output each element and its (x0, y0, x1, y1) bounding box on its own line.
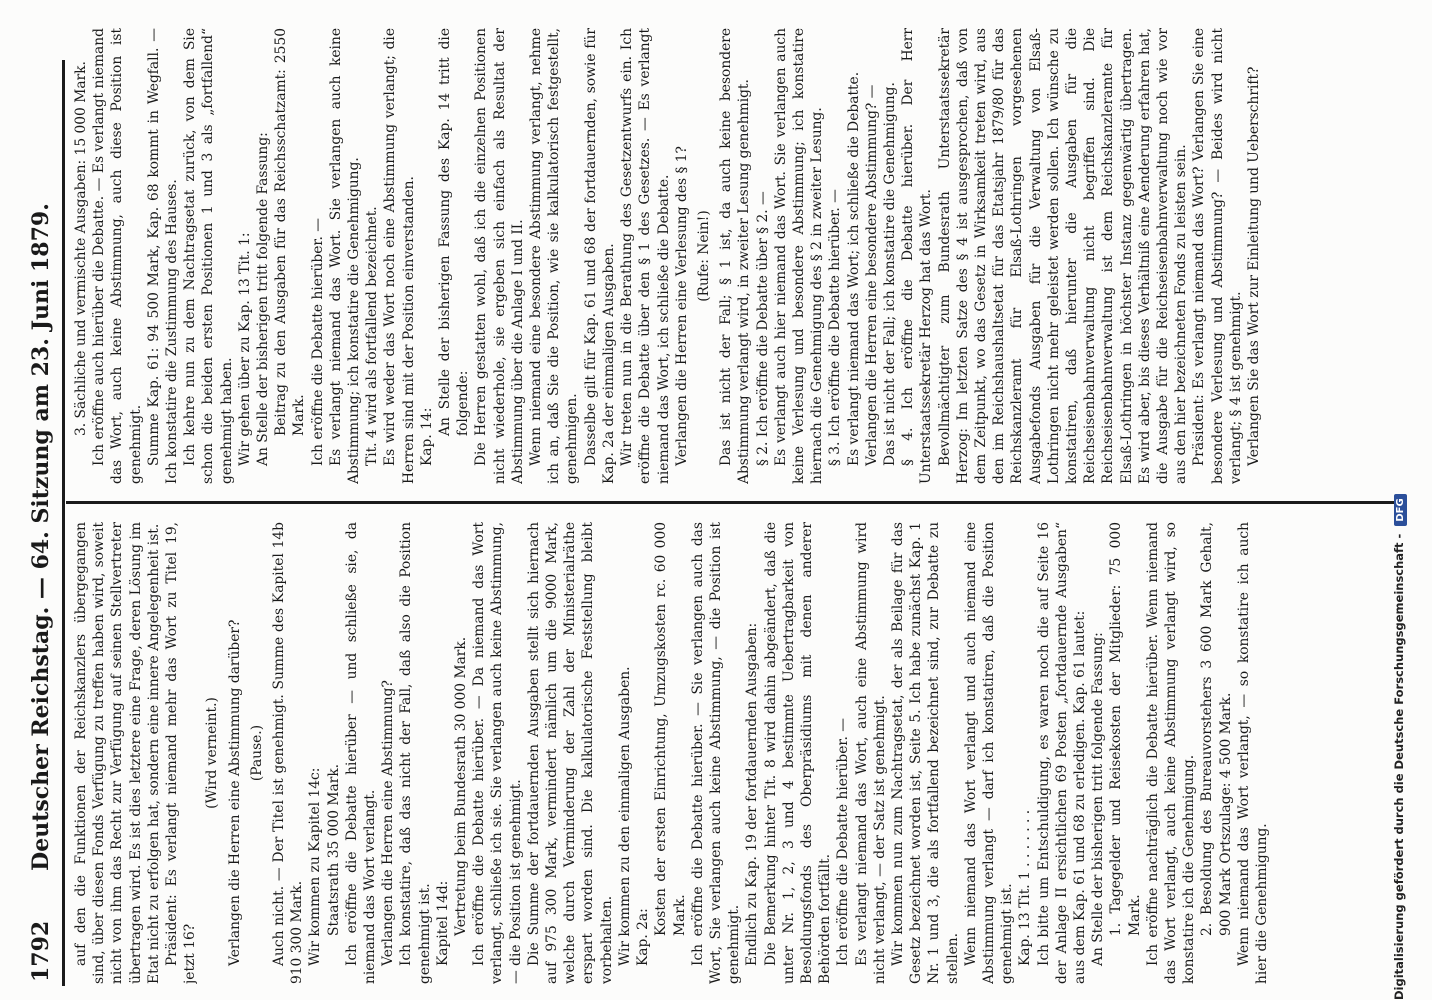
credit-text: Digitalisierung gefördert durch die Deutsche Forschungsgemeinschaft - (1392, 533, 1406, 1000)
paragraph: Tit. 4 wird als fortfallend bezeichnet. (364, 206, 381, 466)
paragraph: Das ist nicht der Fall; § 1 ist, da auch keine besondere Abstimmung verlangt wird, in zweiter Lesung genehmigt. (718, 28, 753, 484)
paragraph: An Stelle der bisherigen tritt folgende Fassung: (255, 132, 272, 466)
page-header (28, 92, 62, 982)
paragraph: Wir kommen zu den einmaligen Ausgaben. (616, 666, 633, 966)
paragraph: Beitrag zu den Ausgaben für das Reichsschatzamt: 2550 Mark. (273, 28, 308, 436)
paragraph: Verlangen Sie das Wort zur Einleitung und Ueberschrift? (1246, 66, 1262, 466)
paragraph: Vertretung beim Bundesrath 30 000 Mark. (453, 636, 470, 936)
paragraph: Wenn niemand das Wort verlangt und auch niemand eine Abstimmung verlangt — darf ich konstatiren, daß die Position genehmigt ist. (962, 522, 1016, 984)
paragraph: Wir kommen nun zum Nachtragsetat, der als Beilage für das Gesetz bezeichnet worden ist, Seite 5. Ich habe zunächst Kap. 1 Nr. 1 und 3, die als fortfallend bezeichnet sind, zur Debatte zu stellen. (889, 522, 961, 984)
remark-line: (Wird verneint.) (204, 697, 221, 809)
paragraph: Ich konstatire, daß das nicht der Fall, daß also die Position genehmigt ist. (398, 522, 433, 984)
paragraph: Ich eröffne die Debatte hierüber. — Da niemand das Wort verlangt, schließe ich sie. Sie verlangen auch keine Abstimmung, — die Position ist genehmigt. (471, 522, 524, 984)
paragraph: Verlangen die Herren eine Abstimmung darüber? (226, 619, 243, 966)
paragraph: Es verlangt niemand das Wort. Sie verlangen auch keine Abstimmung; ich konstatire die Genehmigung. (327, 28, 363, 484)
paragraph: Ich eröffne die Debatte hierüber. — Sie verlangen auch das Wort, Sie verlangen auch keine Abstimmung, — die Position ist genehmigt. (689, 522, 743, 984)
right-column (72, 28, 1410, 484)
paragraph: An Stelle der bisherigen Fassung des Kap. 14 tritt die folgende: (437, 28, 472, 436)
paragraph: Es verlangt auch hier niemand das Wort. Sie verlangen auch keine Verlesung und besondere Abstimmung; ich konstatire hiernach die Genehmigung des § 2 in zweiter Lesung. (772, 28, 826, 484)
paragraph: Staatsrath 35 000 Mark. (325, 763, 342, 936)
paragraph: Wir treten nun in die Berathung des Gesetzentwurfs ein. Ich eröffne die Debatte über den § 1 des Gesetzes. — Es verlangt niemand das Wort, ich schließe die Debatte. (619, 28, 672, 484)
paragraph: Ich bitte um Entschuldigung, es waren noch die auf Seite 16 der Anlage II ersichtlichen 69 Posten „fortdauernde Ausgaben“ aus dem Kap. 61 und 68 zu erledigen. Kap. 61 lautet: (1035, 522, 1088, 984)
paragraph: Auch nicht. — Der Titel ist genehmigt. Summe des Kapitel 14b 910 300 Mark. (271, 522, 306, 984)
paragraph: Ich kehre nun zu dem Nachtragsetat zurück, von dem Sie schon die beiden ersten Positionen 1 und 3 als „fortfallend“ genehmigt haben. (182, 28, 235, 484)
column-separator (66, 501, 1404, 504)
paragraph: Endlich zu Kap. 19 der fortdauernden Ausgaben: (744, 622, 761, 966)
paragraph: Kap. 14: (418, 407, 435, 466)
paragraph: auf den die Funktionen der Reichskanzlers übergegangen sind, über diesen Fonds Verfügung zu treffen haben wird, soweit nicht von ihm das Recht zur Verfügung auf seinen Stellvertreter übertragen wird. Es ist dies letztere eine Frage, deren Lösung im Etat nicht zu erfolgen hat, sondern eine innere Angelegenheit ist. (73, 522, 162, 984)
paragraph: Ich eröffne auch hierüber die Debatte. — Es verlangt niemand das Wort, auch keine Abstimmung, auch diese Position ist genehmigt. (91, 28, 144, 484)
paragraph: Summe Kap. 61: 94 500 Mark, Kap. 68 kommt in Wegfall. — Ich konstatire die Zustimmung des Hauses. (145, 28, 181, 484)
paragraph: 2. Besoldung des Bureauvorstehers 3 600 Mark Gehalt, 900 Mark Ortszulage: 4 500 Mark. (1199, 522, 1234, 936)
paragraph: Verlangen die Herren eine besondere Abstimmung? — (863, 84, 880, 466)
paragraph: Wir kommen zu Kapitel 14c: (307, 767, 324, 966)
paragraph: § 2. Ich eröffne die Debatte über § 2. — (754, 191, 771, 466)
paragraph: Wenn niemand eine besondere Abstimmung verlangt, nehme ich an, daß Sie die Position, wie sie kalkulatorisch festgestellt, genehmigen. (528, 28, 581, 484)
paragraph: Kap. 2a: (635, 908, 652, 966)
paragraph: An Stelle der bisherigen tritt folgende Fassung: (1090, 632, 1107, 966)
paragraph: Verlangen die Herren eine Abstimmung? (380, 680, 397, 966)
paragraph: 1. Tagegelder und Reisekosten der Mitglieder: 75 000 Mark. (1108, 522, 1143, 936)
paragraph: Ich eröffne die Debatte hierüber. — (835, 717, 852, 966)
paragraph: Wir gehen über zu Kap. 13 Tit. 1: (236, 232, 253, 466)
paragraph: Es wird weder das Wort noch eine Abstimmung verlangt; die Herren sind mit der Position einverstanden. (382, 28, 417, 484)
paragraph: Kosten der ersten Einrichtung, Umzugskosten rc. 60 000 Mark. (653, 522, 688, 936)
paragraph: Präsident: Es verlangt niemand das Wort? Verlangen Sie eine besondere Verlesung und Abstimmung? — Beides wird nicht verlangt; § 4 ist genehmigt. (1191, 28, 1244, 484)
paragraph: Es verlangt niemand das Wort, auch eine Abstimmung wird nicht verlangt, — der Satz ist genehmigt. (853, 522, 888, 984)
paragraph: Verlangen die Herren eine Verlesung des § 1? (673, 146, 690, 466)
paragraph: Ich eröffne die Debatte hierüber — und schließe sie, da niemand das Wort verlangt. (343, 522, 379, 984)
paragraph: Bevollmächtigter zum Bundesrath Unterstaatssekretär Herzog: Im letzten Satze des § 4 ist ausgesprochen, daß von dem Zeitpunkt, wo das Gesetz in Wirksamkeit treten wird, aus den im Reichshaushaltsetat für das Etatsjahr 1879/80 für das Reichskanzleramt für Elsaß-Lothringen vorgesehenen Ausgabefonds Ausgaben für die Verwaltung von Elsaß-Lothringen nicht mehr geleistet werden sollen. Ich wünsche zu konstatiren, daß hierunter die Ausgaben für die Reichseisenbahnverwaltung nicht begriffen sind. Die Reichseisenbahnverwaltung ist dem Reichskanzleramte für Elsaß-Lothringen in höchster Instanz gegenwärtig übertragen. Es wird aber, bis dieses Verhältniß eine Aenderung erfahren hat, die Ausgabe für die Reichseisenbahnverwaltung noch wie vor aus den hier bezeichneten Fonds zu leisten sein. (936, 28, 1190, 484)
paragraph: Dasselbe gilt für Kap. 61 und 68 der fortdauernden, sowie für Kap. 2a der einmaligen Ausgaben. (582, 28, 617, 484)
paragraph: Das ist nicht der Fall; ich konstatire die Genehmigung. (881, 82, 898, 466)
paragraph: Es verlangt niemand das Wort; ich schließe die Debatte. (845, 71, 862, 466)
paragraph: Wenn niemand das Wort verlangt, — so konstatire ich auch hier die Genehmigung. (1235, 522, 1270, 984)
paragraph: 3. Sächliche und vermischte Ausgaben: 15 000 Mark. (73, 61, 89, 436)
page-number: 1792 (28, 920, 54, 982)
running-title: Deutscher Reichstag. — 64. Sitzung am 23. Juni 1879. (28, 203, 54, 871)
remark-line: (Pause.) (248, 724, 265, 782)
paragraph: Ich eröffne die Debatte hierüber. — (309, 217, 326, 466)
paragraph: Die Bemerkung hinter Tit. 8 wird dahin abgeändert, daß die unter Nr. 1, 2, 3 und 4 bestimmte Uebertragbarkeit von Besoldungsfonds des Oberpräsidiums mit denen anderer Behörden fortfällt. (762, 522, 834, 984)
paragraph: § 3. Ich eröffne die Debatte hierüber. — (827, 189, 844, 466)
header-rule (62, 60, 65, 986)
paragraph: Kapitel 14d: (434, 880, 451, 966)
paragraph: Die Summe der fortdauernden Ausgaben stellt sich hiernach auf 975 300 Mark, vermindert nämlich um die 9000 Mark, welche durch Verminderung der Zahl der Ministerialräthe erspart worden sind. Die kalkulatorische Feststellung bleibt vorbehalten. (525, 522, 615, 984)
dfg-logo: DFG (1394, 494, 1407, 525)
paragraph: § 4. Ich eröffne die Debatte hierüber. Der Herr Unterstaatssekretär Herzog hat das Wort. (900, 28, 935, 484)
paragraph: Präsident: Es verlangt niemand mehr das Wort zu Titel 19, jetzt 16? (164, 522, 199, 984)
paragraph: Ich eröffne nachträglich die Debatte hierüber. Wenn niemand das Wort verlangt, auch keine Abstimmung verlangt wird, so konstatire ich die Genehmigung. (1144, 522, 1198, 984)
remark-line: (Rufe: Nein!) (695, 210, 712, 302)
digitization-credit (1392, 0, 1410, 1000)
paragraph: Kap. 13 Tit. 1 . . . . . . . (1017, 809, 1034, 966)
left-column (72, 522, 1410, 984)
paragraph: Die Herren gestatten wohl, daß ich die einzelnen Positionen nicht wiederhole, sie ergeben sich einfach als Resultat der Abstimmung über die Anlage I und II. (473, 28, 526, 484)
